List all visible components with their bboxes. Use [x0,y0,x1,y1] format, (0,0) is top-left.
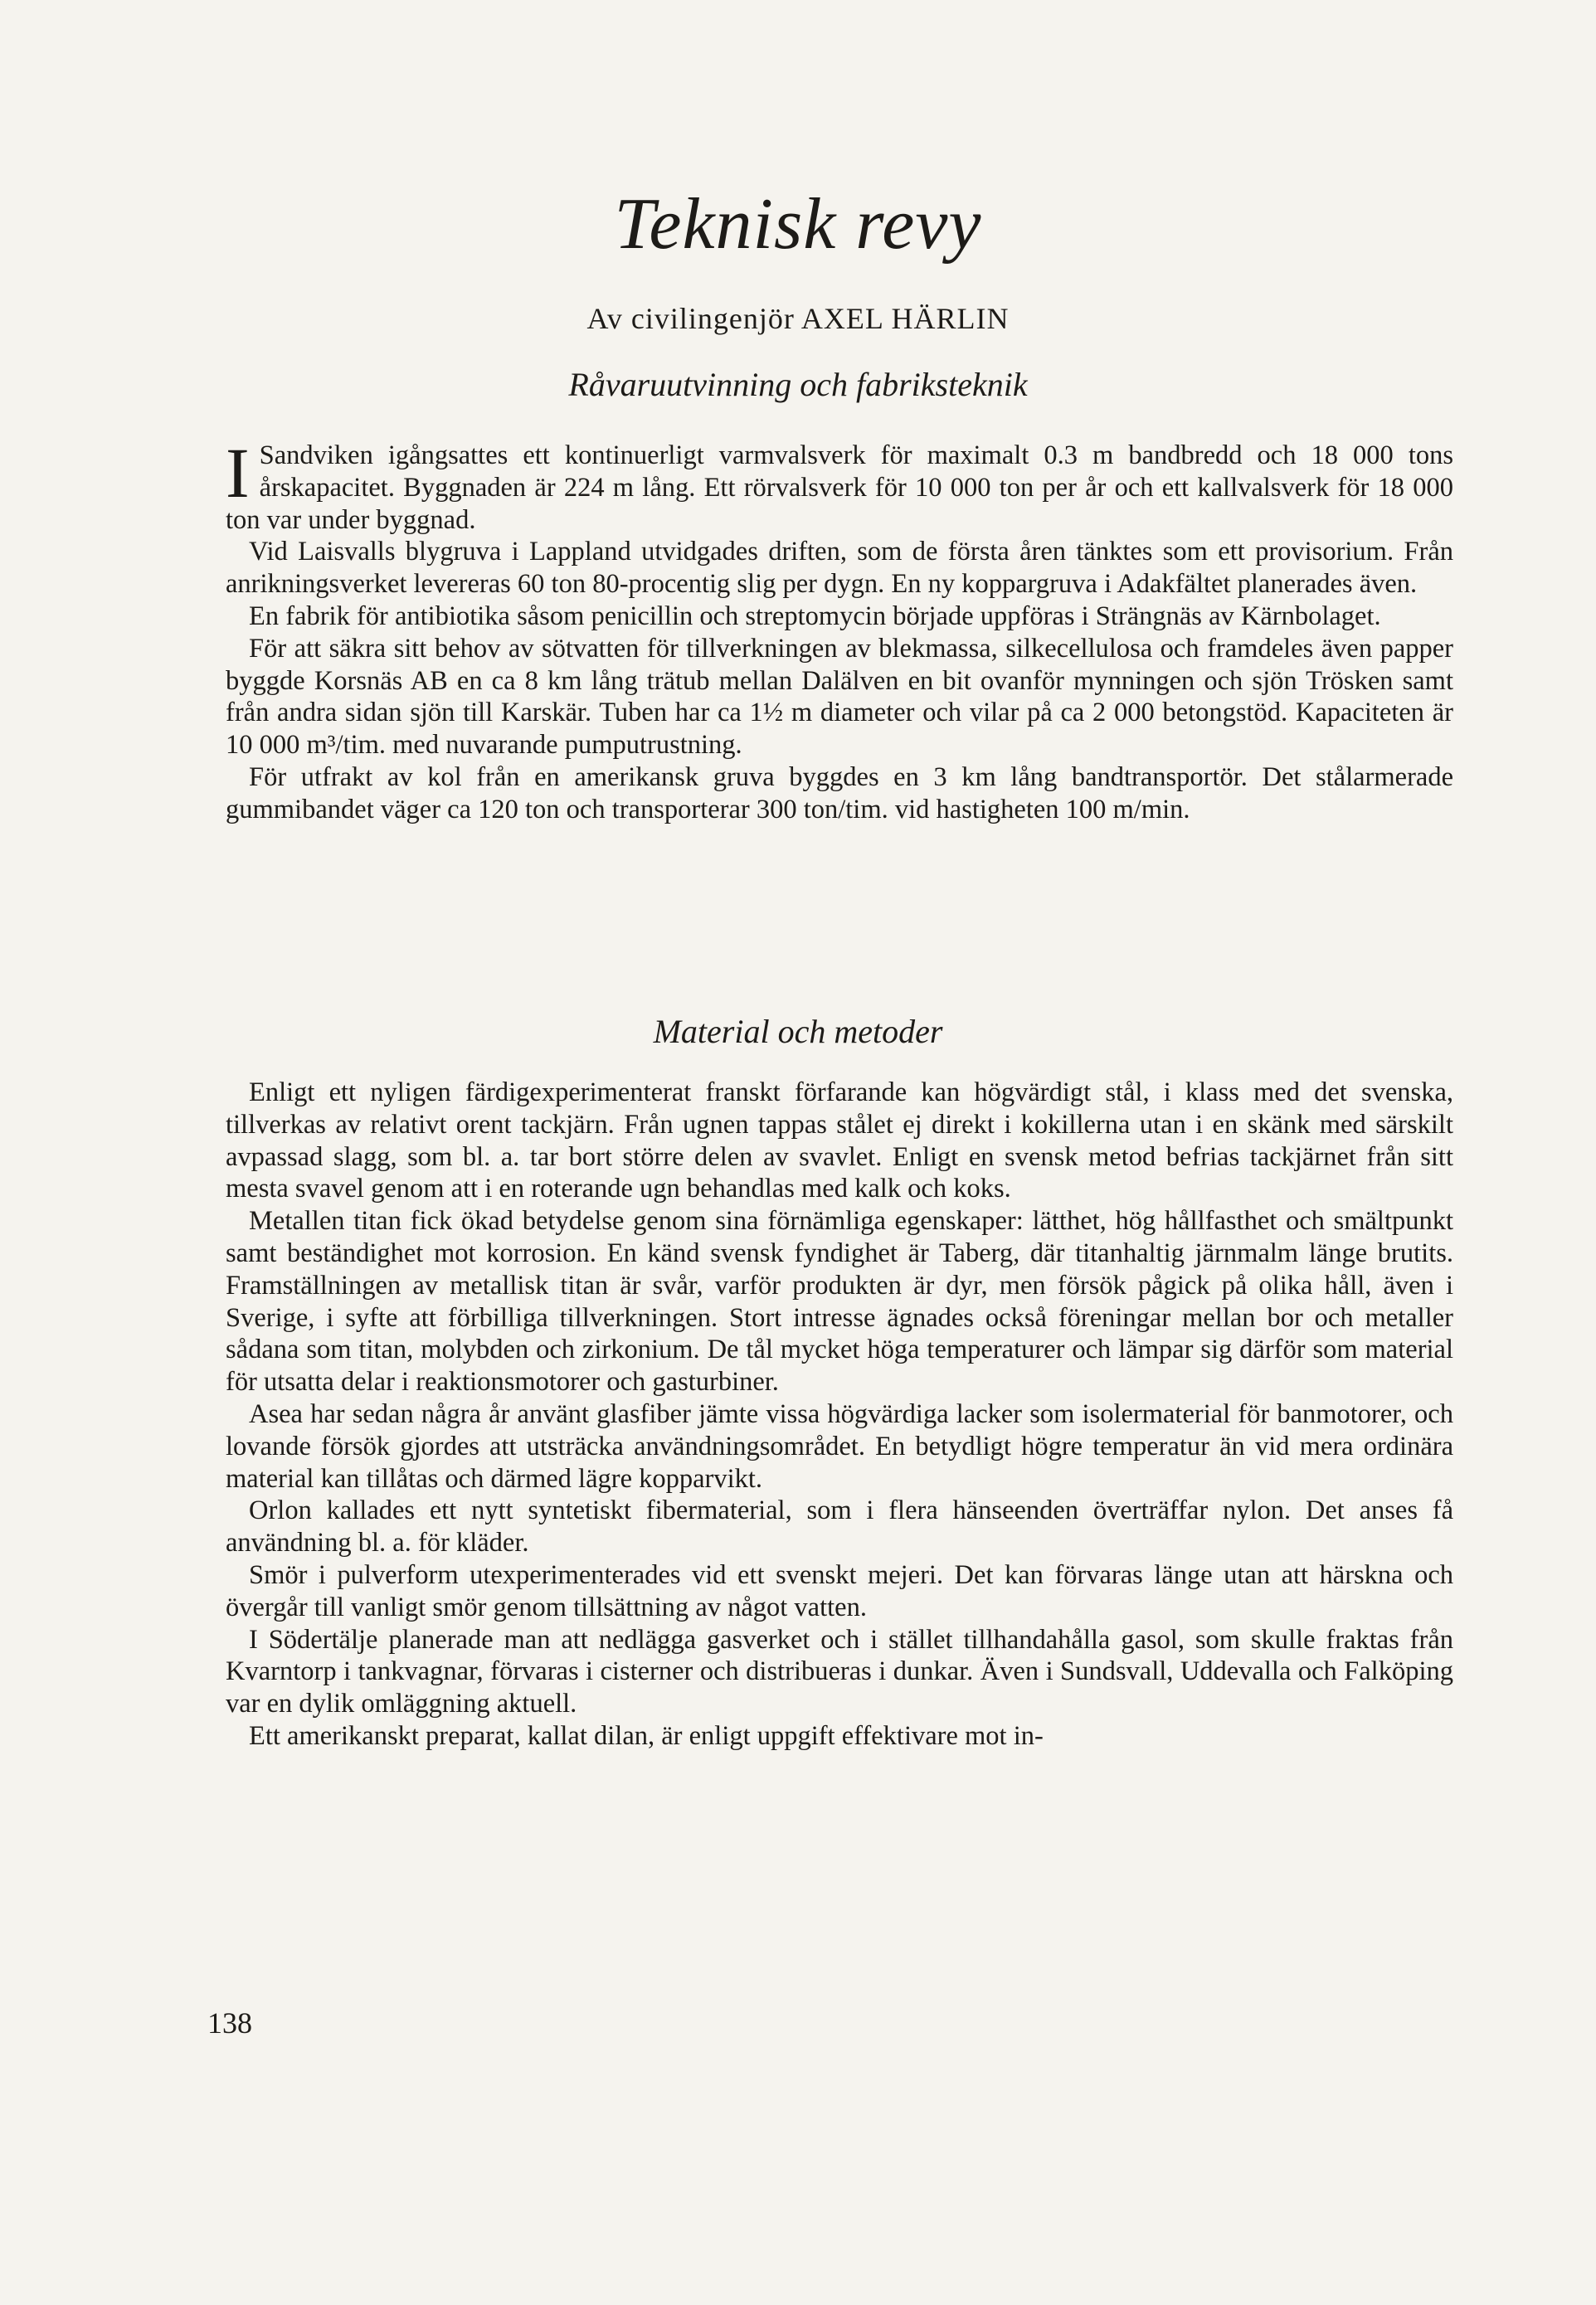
paragraph: För utfrakt av kol från en amerikansk gruva byggdes en 3 km lång bandtransportör. Det stålarmerade gummibandet väger ca 120 ton och transporterar 300 ton/tim. vid hastigheten 100 m/min. [226,761,1453,824]
section-body-materials-methods [226,1077,1453,1753]
paragraph: Smör i pulverform utexperimenterades vid ett svenskt mejeri. Det kan förvaras länge utan att härskna och övergår till vanligt smör genom tillsättning av något vatten. [226,1559,1453,1622]
paragraph: Enligt ett nyligen färdigexperimenterat franskt förfarande kan högvärdigt stål, i klass med det svenska, tillverkas av relativt orent tackjärn. Från ugnen tappas stålet ej direkt i kokillerna utan i en skänk med särskilt avpassad slagg, som bl. a. tar bort större delen av svavlet. Enligt en svensk metod befrias tackjärnet från sitt mesta svavel genom att i en roterande ugn behandlas med kalk och koks. [226,1077,1453,1204]
author-line: Av civilingenjör AXEL HÄRLIN [586,302,1010,335]
section-heading-raw-materials: Råvaruutvinning och fabriksteknik [568,366,1028,403]
paragraph: Vid Laisvalls blygruva i Lappland utvidgades driften, som de första åren tänktes som ett provisorium. Från anrikningsverket levereras 60 ton 80-procentig slig per dygn. En ny koppargruva i Adakfältet planerades även. [226,537,1453,600]
paragraph: Metallen titan fick ökad betydelse genom sina förnämliga egenskaper: lätthet, hög hållfasthet och smältpunkt samt beständighet mot korrosion. En känd svensk fyndighet är Taberg, där titanhaltig järnmalm länge brutits. Framställningen av metallisk titan är svår, varför produkten är dyr, men försök pågick på olika håll, även i Sverige, i syfte att förbilliga tillverkningen. Stort intresse ägnades också föreningar mellan bor och metaller sådana som titan, molybden och zirkonium. De tål mycket höga temperaturer och lämpar sig därför som material för utsatta delar i reaktionsmotorer och gasturbiner. [226,1206,1453,1398]
page-title: Teknisk revy [614,184,982,265]
paragraph: I Södertälje planerade man att nedlägga gasverket och i stället tillhandahålla gasol, som skulle fraktas från Kvarntorp i tankvagnar, förvaras i cisterner och distribueras i dunkar. Även i Sundsvall, Uddevalla och Falköping var en dylik omläggning aktuell. [226,1624,1453,1719]
paragraph: En fabrik för antibiotika såsom penicillin och streptomycin började uppföras i Strängnäs av Kärnbolaget. [249,601,1381,631]
paragraph: Ett amerikanskt preparat, kallat dilan, är enligt uppgift effektivare mot in- [249,1720,1044,1751]
section-heading-materials-methods: Material och metoder [653,1013,943,1050]
paragraph: För att säkra sitt behov av sötvatten för tillverkningen av blekmassa, silkecellulosa och framdeles även papper byggde Korsnäs AB en ca 8 km lång trätub mellan Dalälven en bit ovanför mynningen och sjön Trösken samt från andra sidan sjön till Karskär. Tuben har ca 1½ m diameter och vilar på ca 2 000 betongstöd. Kapaciteten är 10 000 m³/tim. med nuvarande pumputrustning. [226,633,1453,761]
section-body-raw-materials [226,433,1453,826]
paragraph: Asea har sedan några år använt glasfiber jämte vissa högvärdiga lacker som isolermaterial för banmotorer, och lovande försök gjordes att utsträcka användningsområdet. En betydligt högre temperatur än vid mera ordinära material kan tillåtas och därmed lägre kopparvikt. [226,1398,1453,1494]
paragraph: ISandviken igångsattes ett kontinuerligt varmvalsverk för maximalt 0.3 m bandbredd och 18 000 tons årskapacitet. Byggnaden är 224 m lång. Ett rörvalsverk för 10 000 ton per år och ett kallvalsverk för 18 000 ton var under byggnad. [226,433,1453,535]
page-number: 138 [207,2006,252,2040]
paragraph: Orlon kallades ett nytt syntetiskt fibermaterial, som i flera hänseenden överträffar nylon. Det anses få användning bl. a. för kläder. [226,1495,1453,1559]
